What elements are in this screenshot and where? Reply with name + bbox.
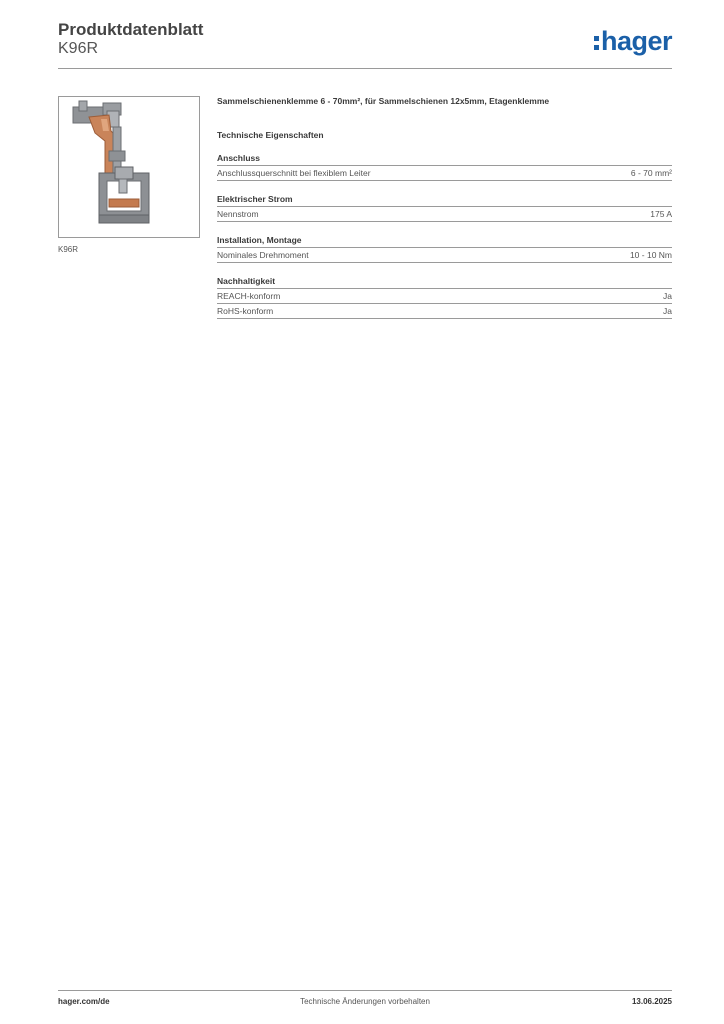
group-title: Elektrischer Strom bbox=[217, 192, 672, 207]
header-divider bbox=[58, 68, 672, 69]
spec-value: 6 - 70 mm² bbox=[630, 168, 672, 178]
spec-value: 175 A bbox=[650, 209, 672, 219]
group-title: Nachhaltigkeit bbox=[217, 274, 672, 289]
spec-row bbox=[217, 304, 672, 319]
page-title: Produktdatenblatt bbox=[58, 20, 204, 39]
group-title: Anschluss bbox=[217, 151, 672, 166]
hager-logo bbox=[594, 24, 672, 58]
spec-label: RoHS-konform bbox=[217, 306, 274, 316]
spec-value: Ja bbox=[663, 306, 672, 316]
spec-group-installation bbox=[217, 233, 672, 263]
spec-row bbox=[217, 248, 672, 263]
logo-text: hager bbox=[600, 25, 672, 56]
spec-label: REACH-konform bbox=[217, 291, 281, 301]
product-details bbox=[217, 94, 672, 319]
spec-row bbox=[217, 207, 672, 222]
image-caption: K96R bbox=[58, 245, 79, 254]
busbar-clamp-icon bbox=[59, 97, 199, 237]
footer-divider bbox=[58, 990, 672, 991]
footer-date: 13.06.2025 bbox=[631, 997, 672, 1006]
spec-label: Anschlussquerschnitt bei flexiblem Leiter bbox=[217, 168, 371, 178]
spec-row bbox=[217, 289, 672, 304]
page-header bbox=[58, 20, 672, 68]
spec-group-nachhaltigkeit bbox=[217, 274, 672, 319]
product-description: Sammelschienenklemme 6 - 70mm², für Sammelschienen 12x5mm, Etagenklemme bbox=[217, 96, 550, 106]
spec-group-anschluss bbox=[217, 151, 672, 181]
spec-label: Nennstrom bbox=[217, 209, 259, 219]
footer-notice: Technische Änderungen vorbehalten bbox=[300, 997, 430, 1006]
spec-value: Ja bbox=[663, 291, 672, 301]
group-title: Installation, Montage bbox=[217, 233, 672, 248]
spec-label: Nominales Drehmoment bbox=[217, 250, 309, 260]
spec-value: 10 - 10 Nm bbox=[629, 250, 672, 260]
footer-website-link[interactable]: hager.com/de bbox=[58, 997, 110, 1006]
product-image bbox=[58, 96, 200, 238]
section-title: Technische Eigenschaften bbox=[217, 130, 324, 140]
logo-dots-icon bbox=[594, 36, 599, 50]
product-code: K96R bbox=[58, 40, 99, 57]
page-footer bbox=[58, 997, 672, 1009]
spec-row bbox=[217, 166, 672, 181]
spec-group-elektrischer-strom bbox=[217, 192, 672, 222]
